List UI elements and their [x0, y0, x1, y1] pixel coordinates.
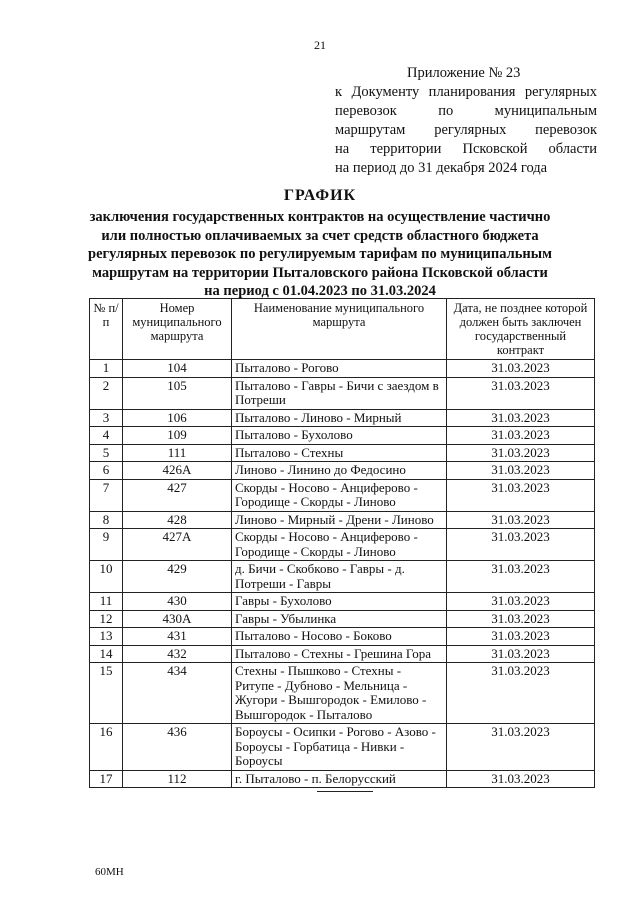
table-row: [90, 770, 595, 788]
cell-route-number: 105: [123, 377, 232, 409]
cell-route-name: Скорды - Носово - Анциферово - Городище - Скорды - Линово: [232, 479, 447, 511]
table-row: [90, 561, 595, 593]
appendix-line: перевозок по муниципальным: [335, 103, 597, 119]
table-row: [90, 479, 595, 511]
cell-number: 11: [90, 593, 123, 611]
cell-route-number: 436: [123, 724, 232, 771]
cell-route-number: 427А: [123, 529, 232, 561]
appendix-title: Приложение № 23: [407, 65, 521, 81]
header-number: № п/п: [90, 299, 123, 360]
cell-route-number: 432: [123, 645, 232, 663]
cell-route-name: Линово - Мирный - Дрени - Линово: [232, 511, 447, 529]
subtitle-line: маршрутам на территории Пыталовского района Псковской области: [92, 264, 548, 281]
header-route-name: Наименование муниципального маршрута: [232, 299, 447, 360]
cell-contract-date: 31.03.2023: [447, 462, 595, 480]
cell-route-name: Пыталово - Линово - Мирный: [232, 409, 447, 427]
appendix-line: на период до 31 декабря 2024 года: [335, 160, 548, 176]
cell-contract-date: 31.03.2023: [447, 529, 595, 561]
cell-number: 2: [90, 377, 123, 409]
table-row: [90, 377, 595, 409]
cell-route-number: 430: [123, 593, 232, 611]
cell-route-number: 112: [123, 770, 232, 788]
cell-number: 9: [90, 529, 123, 561]
cell-route-name: г. Пыталово - п. Белорусский: [232, 770, 447, 788]
table-row: [90, 462, 595, 480]
header-route-number: Номер муниципального маршрута: [123, 299, 232, 360]
cell-route-name: Пыталово - Гавры - Бичи с заездом в Потреши: [232, 377, 447, 409]
cell-contract-date: 31.03.2023: [447, 724, 595, 771]
subtitle-line: на период с 01.04.2023 по 31.03.2024: [204, 283, 436, 299]
table-row: [90, 593, 595, 611]
contracts-schedule-table: [89, 298, 595, 788]
footer-divider: [317, 791, 373, 792]
cell-contract-date: 31.03.2023: [447, 628, 595, 646]
table-row: [90, 511, 595, 529]
cell-route-name: Стехны - Пышково - Стехны - Ритупе - Дубново - Мельница - Жугори - Вышгородок - Емилово - Вышгородок - Пыталово: [232, 663, 447, 724]
table-row: [90, 444, 595, 462]
document-subtitle: [60, 208, 580, 301]
appendix-line: маршрутам регулярных перевозок: [335, 122, 597, 138]
cell-route-number: 429: [123, 561, 232, 593]
table-body: [90, 360, 595, 788]
cell-number: 15: [90, 663, 123, 724]
cell-number: 13: [90, 628, 123, 646]
cell-number: 6: [90, 462, 123, 480]
cell-number: 10: [90, 561, 123, 593]
cell-route-number: 111: [123, 444, 232, 462]
cell-contract-date: 31.03.2023: [447, 377, 595, 409]
cell-contract-date: 31.03.2023: [447, 593, 595, 611]
table-row: [90, 663, 595, 724]
cell-route-name: Пыталово - Бухолово: [232, 427, 447, 445]
cell-route-number: 426А: [123, 462, 232, 480]
cell-number: 8: [90, 511, 123, 529]
cell-route-name: Линово - Линино до Федосино: [232, 462, 447, 480]
table-row: [90, 645, 595, 663]
cell-number: 5: [90, 444, 123, 462]
table-row: [90, 409, 595, 427]
cell-route-name: Пыталово - Стехны - Грешина Гора: [232, 645, 447, 663]
cell-contract-date: 31.03.2023: [447, 479, 595, 511]
document-heading: [60, 186, 580, 301]
cell-contract-date: 31.03.2023: [447, 645, 595, 663]
document-title: ГРАФИК: [283, 187, 357, 204]
cell-route-number: 104: [123, 360, 232, 378]
cell-route-number: 430А: [123, 610, 232, 628]
cell-route-number: 428: [123, 511, 232, 529]
cell-route-name: Пыталово - Стехны: [232, 444, 447, 462]
table-row: [90, 610, 595, 628]
cell-number: 14: [90, 645, 123, 663]
table-row: [90, 427, 595, 445]
page-number: 21: [314, 38, 326, 52]
cell-route-name: Гавры - Убылинка: [232, 610, 447, 628]
subtitle-line: или полностью оплачиваемых за счет средств областного бюджета: [101, 227, 539, 244]
cell-contract-date: 31.03.2023: [447, 360, 595, 378]
cell-route-number: 434: [123, 663, 232, 724]
cell-number: 16: [90, 724, 123, 771]
cell-number: 1: [90, 360, 123, 378]
cell-route-number: 427: [123, 479, 232, 511]
cell-contract-date: 31.03.2023: [447, 663, 595, 724]
cell-number: 3: [90, 409, 123, 427]
appendix-block: [335, 64, 597, 178]
cell-contract-date: 31.03.2023: [447, 444, 595, 462]
cell-contract-date: 31.03.2023: [447, 770, 595, 788]
appendix-line: к Документу планирования регулярных: [335, 84, 597, 100]
cell-route-name: д. Бичи - Скобково - Гавры - д. Потреши - Гавры: [232, 561, 447, 593]
cell-contract-date: 31.03.2023: [447, 409, 595, 427]
cell-number: 17: [90, 770, 123, 788]
table-header-row: [90, 299, 595, 360]
subtitle-line: регулярных перевозок по регулируемым тарифам по муниципальным: [88, 246, 552, 262]
cell-route-name: Скорды - Носово - Анциферово - Городище - Скорды - Линово: [232, 529, 447, 561]
table-row: [90, 360, 595, 378]
footer-code: 60МН: [95, 866, 124, 878]
cell-route-name: Пыталово - Рогово: [232, 360, 447, 378]
table-row: [90, 724, 595, 771]
cell-route-name: Гавры - Бухолово: [232, 593, 447, 611]
cell-contract-date: 31.03.2023: [447, 511, 595, 529]
cell-contract-date: 31.03.2023: [447, 427, 595, 445]
table-row: [90, 529, 595, 561]
subtitle-line: заключения государственных контрактов на осуществление частично: [89, 209, 551, 225]
cell-contract-date: 31.03.2023: [447, 610, 595, 628]
cell-number: 4: [90, 427, 123, 445]
table-row: [90, 628, 595, 646]
cell-route-number: 431: [123, 628, 232, 646]
appendix-line: на территории Псковской области: [335, 141, 597, 157]
cell-number: 7: [90, 479, 123, 511]
cell-route-number: 109: [123, 427, 232, 445]
header-contract-date: Дата, не позднее которой должен быть заключен государственный контракт: [447, 299, 595, 360]
cell-contract-date: 31.03.2023: [447, 561, 595, 593]
cell-route-name: Пыталово - Носово - Боково: [232, 628, 447, 646]
cell-route-name: Бороусы - Осипки - Рогово - Азово - Бороусы - Горбатица - Нивки - Бороусы: [232, 724, 447, 771]
cell-route-number: 106: [123, 409, 232, 427]
cell-number: 12: [90, 610, 123, 628]
